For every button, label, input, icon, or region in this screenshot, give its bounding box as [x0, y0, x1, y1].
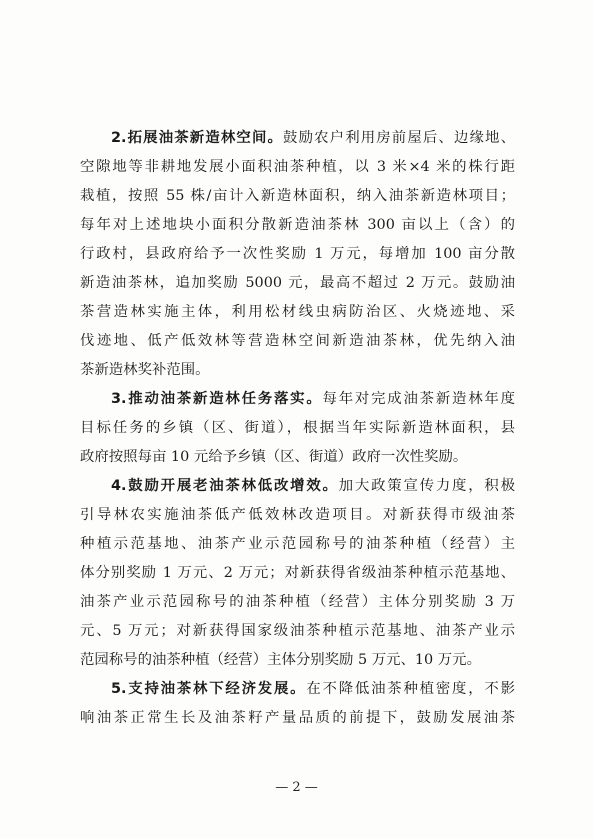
paragraph-4-heading: 4.鼓励开展老油茶林低改增效。: [111, 478, 339, 494]
paragraph-2-line: 茶新造林奖补范围。: [80, 362, 210, 378]
paragraph-5-line: 响油茶正常生长及油茶籽产量品质的前提下，鼓励发展油茶: [80, 710, 515, 726]
paragraph-3-text: 每年对完成油茶新造林年度: [322, 391, 515, 407]
paragraph-4-line: 体分别奖励 1 万元、2 万元；对新获得省级油茶种植示范基地、: [80, 565, 515, 581]
paragraph-5-heading: 5.支持油茶林下经济发展。: [111, 681, 307, 697]
paragraph-3-heading: 3.推动油茶新造林任务落实。: [111, 391, 323, 407]
paragraph-3-line: 目标任务的乡镇（区、街道），根据当年实际新造林面积，县: [80, 420, 515, 436]
paragraph-2-first-line: [111, 128, 515, 148]
paragraph-4-line: 引导林农实施油茶低产低效林改造项目。对新获得市级油茶: [80, 507, 515, 523]
paragraph-2-line: 新造油茶林，追加奖励 5000 元，最高不超过 2 万元。鼓励油: [80, 275, 515, 291]
paragraph-2-line: 栽植，按照 55 株/亩计入新造林面积，纳入油茶新造林项目；: [80, 188, 515, 204]
paragraph-2-line: 空隙地等非耕地发展小面积油茶种植，以 3 米×4 米的株行距: [80, 159, 515, 175]
paragraph-2-line: 每年对上述地块小面积分散新造油茶林 300 亩以上（含）的: [80, 217, 515, 233]
paragraph-4-line: 种植示范基地、油茶产业示范园称号的油茶种植（经营）主: [80, 536, 515, 552]
paragraph-2-line: 茶营造林实施主体，利用松材线虫病防治区、火烧迹地、采: [80, 304, 515, 320]
paragraph-5-text: 在不降低油茶种植密度，不影: [306, 681, 515, 697]
paragraph-4-text: 加大政策宣传力度，积极: [338, 478, 515, 494]
paragraph-2-text: 鼓励农户利用房前屋后、边缘地、: [283, 130, 515, 146]
paragraph-2-heading: 2.拓展油茶新造林空间。: [111, 130, 284, 146]
page-number: — 2 —: [275, 780, 318, 795]
paragraph-3-line: 政府按照每亩 10 元给予乡镇（区、街道）政府一次性奖励。: [80, 449, 468, 465]
paragraph-5-first-line: [111, 679, 515, 699]
paragraph-2-line: 行政村，县政府给予一次性奖励 1 万元，每增加 100 亩分散: [80, 246, 515, 262]
paragraph-4-first-line: [111, 476, 515, 496]
paragraph-4-line: 油茶产业示范园称号的油茶种植（经营）主体分别奖励 3 万: [80, 594, 515, 610]
paragraph-3-first-line: [111, 389, 515, 409]
paragraph-2-line: 伐迹地、低产低效林等营造林空间新造油茶林，优先纳入油: [80, 333, 515, 349]
paragraph-4-line: 范园称号的油茶种植（经营）主体分别奖励 5 万元、10 万元。: [80, 652, 481, 668]
paragraph-4-line: 元、5 万元；对新获得国家级油茶种植示范基地、油茶产业示: [80, 623, 515, 639]
